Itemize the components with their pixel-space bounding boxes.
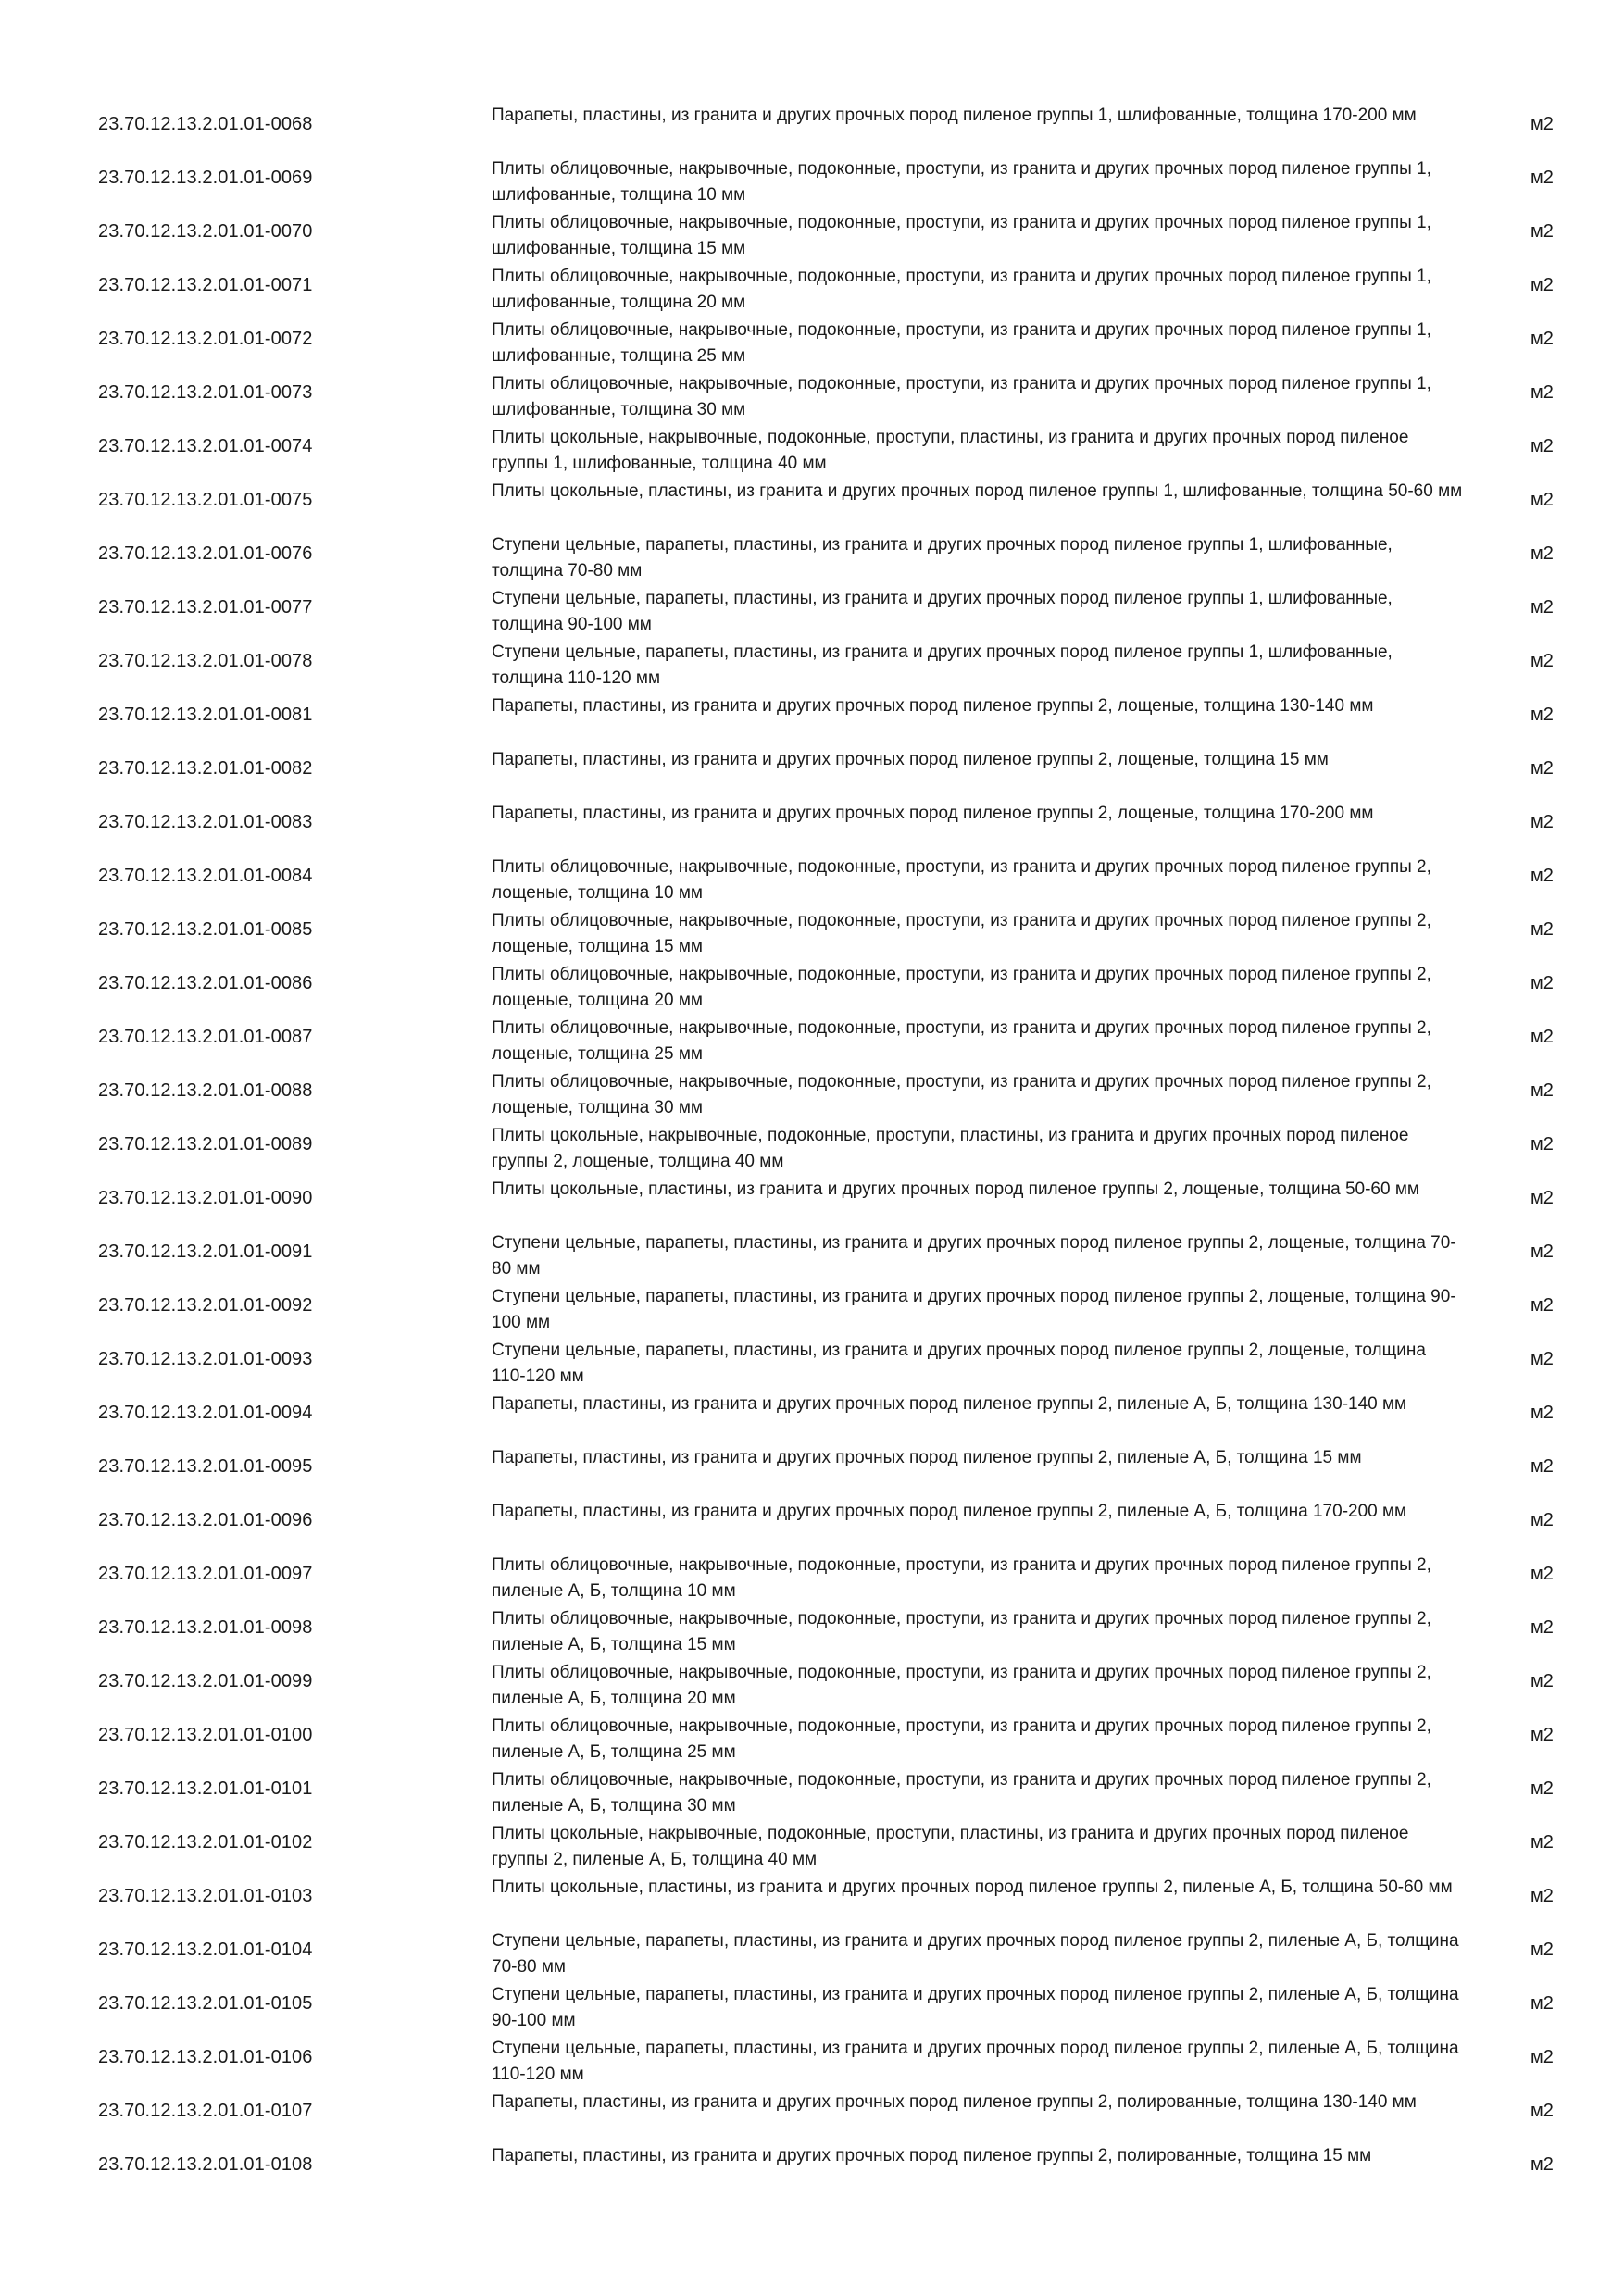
unit-of-measure: м2 (1530, 972, 1554, 993)
resource-code: 23.70.12.13.2.01.01-0070 (98, 220, 313, 242)
table-row (0, 742, 1624, 795)
unit-of-measure: м2 (1530, 650, 1554, 671)
resource-code: 23.70.12.13.2.01.01-0091 (98, 1241, 313, 1262)
unit-of-measure: м2 (1530, 1831, 1554, 1853)
resource-description: Парапеты, пластины, из гранита и других прочных пород пиленое группы 2, полированные, толщина 130-140 мм (492, 2092, 1417, 2112)
resource-code: 23.70.12.13.2.01.01-0100 (98, 1724, 313, 1745)
table-row (0, 258, 1624, 312)
resource-code: 23.70.12.13.2.01.01-0104 (98, 1939, 313, 1960)
resource-description: Ступени цельные, парапеты, пластины, из гранита и других прочных пород пиленое группы 2, пиленые А, Б, толщина 70-80 мм (492, 1931, 1459, 1977)
resource-description: Ступени цельные, парапеты, пластины, из гранита и других прочных пород пиленое группы 1, шлифованные, толщина 110-120 мм (492, 643, 1393, 688)
resource-description: Плиты облицовочные, накрывочные, подоконные, проступи, из гранита и других прочных пород пиленое группы 2, лощеные, толщина 25 мм (492, 1018, 1431, 1064)
table-row (0, 1816, 1624, 1869)
table-row (0, 1064, 1624, 1117)
table-row (0, 527, 1624, 580)
unit-of-measure: м2 (1530, 1939, 1554, 1960)
table-row (0, 849, 1624, 903)
table-row (0, 2084, 1624, 2138)
unit-of-measure: м2 (1530, 865, 1554, 886)
table-row (0, 1225, 1624, 1279)
unit-of-measure: м2 (1530, 1670, 1554, 1691)
unit-of-measure: м2 (1530, 1294, 1554, 1316)
resource-code: 23.70.12.13.2.01.01-0093 (98, 1348, 313, 1369)
resource-description: Плиты облицовочные, накрывочные, подоконные, проступи, из гранита и других прочных пород пиленое группы 2, лощеные, толщина 30 мм (492, 1072, 1431, 1117)
resource-description: Парапеты, пластины, из гранита и других прочных пород пиленое группы 2, пиленые А, Б, толщина 15 мм (492, 1448, 1362, 1467)
table-row (0, 1708, 1624, 1762)
table-row (0, 1440, 1624, 1493)
resource-code: 23.70.12.13.2.01.01-0102 (98, 1831, 313, 1853)
resource-code: 23.70.12.13.2.01.01-0086 (98, 972, 313, 993)
resource-code: 23.70.12.13.2.01.01-0077 (98, 596, 313, 618)
unit-of-measure: м2 (1530, 596, 1554, 618)
resource-code: 23.70.12.13.2.01.01-0092 (98, 1294, 313, 1316)
table-row (0, 956, 1624, 1010)
unit-of-measure: м2 (1530, 1241, 1554, 1262)
unit-of-measure: м2 (1530, 918, 1554, 940)
resource-code: 23.70.12.13.2.01.01-0097 (98, 1563, 313, 1584)
resource-description: Парапеты, пластины, из гранита и других прочных пород пиленое группы 2, лощеные, толщина 15 мм (492, 750, 1329, 769)
unit-of-measure: м2 (1530, 1402, 1554, 1423)
table-row (0, 688, 1624, 742)
table-row (0, 1601, 1624, 1654)
table-row (0, 419, 1624, 473)
table-row (0, 1171, 1624, 1225)
resource-code: 23.70.12.13.2.01.01-0101 (98, 1778, 313, 1799)
resource-description: Плиты облицовочные, накрывочные, подоконные, проступи, из гранита и других прочных пород пиленое группы 2, лощеные, толщина 10 мм (492, 857, 1431, 903)
unit-of-measure: м2 (1530, 167, 1554, 188)
unit-of-measure: м2 (1530, 1455, 1554, 1477)
unit-of-measure: м2 (1530, 1616, 1554, 1638)
resource-code: 23.70.12.13.2.01.01-0098 (98, 1616, 313, 1638)
resource-code: 23.70.12.13.2.01.01-0072 (98, 328, 313, 349)
unit-of-measure: м2 (1530, 2153, 1554, 2175)
unit-of-measure: м2 (1530, 1026, 1554, 1047)
unit-of-measure: м2 (1530, 435, 1554, 456)
resource-description: Ступени цельные, парапеты, пластины, из гранита и других прочных пород пиленое группы 1, шлифованные, толщина 70-80 мм (492, 535, 1393, 580)
resource-code: 23.70.12.13.2.01.01-0107 (98, 2100, 313, 2121)
resource-code: 23.70.12.13.2.01.01-0081 (98, 704, 313, 725)
table-row (0, 1279, 1624, 1332)
resource-description: Плиты облицовочные, накрывочные, подоконные, проступи, из гранита и других прочных пород пиленое группы 2, пиленые А, Б, толщина 10 мм (492, 1555, 1431, 1601)
table-row (0, 795, 1624, 849)
unit-of-measure: м2 (1530, 328, 1554, 349)
resource-description: Парапеты, пластины, из гранита и других прочных пород пиленое группы 2, лощеные, толщина 170-200 мм (492, 804, 1374, 823)
table-row (0, 903, 1624, 956)
resource-code: 23.70.12.13.2.01.01-0073 (98, 381, 313, 403)
resource-description: Плиты облицовочные, накрывочные, подоконные, проступи, из гранита и других прочных пород пиленое группы 1, шлифованные, толщина 20 мм (492, 267, 1431, 312)
table-row (0, 1117, 1624, 1171)
resource-code: 23.70.12.13.2.01.01-0105 (98, 1992, 313, 2014)
resource-code: 23.70.12.13.2.01.01-0075 (98, 489, 313, 510)
resource-description: Плиты облицовочные, накрывочные, подоконные, проступи, из гранита и других прочных пород пиленое группы 1, шлифованные, толщина 30 мм (492, 374, 1431, 419)
resource-code: 23.70.12.13.2.01.01-0103 (98, 1885, 313, 1906)
resource-code: 23.70.12.13.2.01.01-0094 (98, 1402, 313, 1423)
resource-description: Парапеты, пластины, из гранита и других прочных пород пиленое группы 1, шлифованные, толщина 170-200 мм (492, 106, 1417, 125)
resource-code: 23.70.12.13.2.01.01-0096 (98, 1509, 313, 1530)
table-row (0, 97, 1624, 151)
unit-of-measure: м2 (1530, 1885, 1554, 1906)
resource-description: Парапеты, пластины, из гранита и других прочных пород пиленое группы 2, пиленые А, Б, толщина 170-200 мм (492, 1502, 1407, 1521)
unit-of-measure: м2 (1530, 489, 1554, 510)
table-row (0, 634, 1624, 688)
resource-code: 23.70.12.13.2.01.01-0083 (98, 811, 313, 832)
table-row (0, 1869, 1624, 1923)
resource-code: 23.70.12.13.2.01.01-0090 (98, 1187, 313, 1208)
resource-code: 23.70.12.13.2.01.01-0082 (98, 757, 313, 779)
unit-of-measure: м2 (1530, 381, 1554, 403)
resource-description: Ступени цельные, парапеты, пластины, из гранита и других прочных пород пиленое группы 2, лощеные, толщина 70-80 мм (492, 1233, 1456, 1279)
table-row (0, 580, 1624, 634)
resource-code: 23.70.12.13.2.01.01-0078 (98, 650, 313, 671)
resource-code: 23.70.12.13.2.01.01-0076 (98, 543, 313, 564)
table-row (0, 205, 1624, 258)
resource-code: 23.70.12.13.2.01.01-0088 (98, 1079, 313, 1101)
resource-code: 23.70.12.13.2.01.01-0108 (98, 2153, 313, 2175)
unit-of-measure: м2 (1530, 2100, 1554, 2121)
unit-of-measure: м2 (1530, 113, 1554, 134)
unit-of-measure: м2 (1530, 704, 1554, 725)
resource-code: 23.70.12.13.2.01.01-0095 (98, 1455, 313, 1477)
resource-description: Плиты цокольные, накрывочные, подоконные, проступи, пластины, из гранита и других прочных пород пиленое группы 2, лощеные, толщина 40 мм (492, 1126, 1409, 1171)
table-row (0, 473, 1624, 527)
unit-of-measure: м2 (1530, 1348, 1554, 1369)
resource-code: 23.70.12.13.2.01.01-0068 (98, 113, 313, 134)
resource-description: Плиты облицовочные, накрывочные, подоконные, проступи, из гранита и других прочных пород пиленое группы 2, пиленые А, Б, толщина 30 мм (492, 1770, 1431, 1816)
unit-of-measure: м2 (1530, 274, 1554, 295)
unit-of-measure: м2 (1530, 811, 1554, 832)
resource-description: Парапеты, пластины, из гранита и других прочных пород пиленое группы 2, лощеные, толщина 130-140 мм (492, 696, 1374, 716)
resource-description: Ступени цельные, парапеты, пластины, из гранита и других прочных пород пиленое группы 1, шлифованные, толщина 90-100 мм (492, 589, 1393, 634)
unit-of-measure: м2 (1530, 2046, 1554, 2067)
table-row (0, 1547, 1624, 1601)
resource-description: Ступени цельные, парапеты, пластины, из гранита и других прочных пород пиленое группы 2, лощеные, толщина 110-120 мм (492, 1341, 1426, 1386)
resource-description: Плиты цокольные, пластины, из гранита и других прочных пород пиленое группы 1, шлифованные, толщина 50-60 мм (492, 481, 1463, 501)
resource-description: Ступени цельные, парапеты, пластины, из гранита и других прочных пород пиленое группы 2, пиленые А, Б, толщина 90-100 мм (492, 1985, 1459, 2030)
unit-of-measure: м2 (1530, 543, 1554, 564)
resource-description: Парапеты, пластины, из гранита и других прочных пород пиленое группы 2, пиленые А, Б, толщина 130-140 мм (492, 1394, 1407, 1414)
unit-of-measure: м2 (1530, 1133, 1554, 1154)
resource-code: 23.70.12.13.2.01.01-0087 (98, 1026, 313, 1047)
resource-description: Плиты цокольные, накрывочные, подоконные, проступи, пластины, из гранита и других прочных пород пиленое группы 1, шлифованные, толщина 40 мм (492, 428, 1409, 473)
table-row (0, 1923, 1624, 1977)
unit-of-measure: м2 (1530, 1992, 1554, 2014)
resource-description: Плиты цокольные, пластины, из гранита и других прочных пород пиленое группы 2, пиленые А, Б, толщина 50-60 мм (492, 1878, 1453, 1897)
table-row (0, 1654, 1624, 1708)
table-row (0, 312, 1624, 366)
table-row (0, 2138, 1624, 2191)
resource-description: Плиты цокольные, пластины, из гранита и других прочных пород пиленое группы 2, лощеные, толщина 50-60 мм (492, 1179, 1419, 1199)
resource-description: Плиты цокольные, накрывочные, подоконные, проступи, пластины, из гранита и других прочных пород пиленое группы 2, пиленые А, Б, толщина 40 мм (492, 1824, 1409, 1869)
unit-of-measure: м2 (1530, 1778, 1554, 1799)
table-row (0, 1493, 1624, 1547)
unit-of-measure: м2 (1530, 220, 1554, 242)
unit-of-measure: м2 (1530, 1187, 1554, 1208)
unit-of-measure: м2 (1530, 1079, 1554, 1101)
resource-description: Плиты облицовочные, накрывочные, подоконные, проступи, из гранита и других прочных пород пиленое группы 2, пиленые А, Б, толщина 25 мм (492, 1716, 1431, 1762)
table-row (0, 1762, 1624, 1816)
table-row (0, 2030, 1624, 2084)
resource-code: 23.70.12.13.2.01.01-0106 (98, 2046, 313, 2067)
resource-description: Парапеты, пластины, из гранита и других прочных пород пиленое группы 2, полированные, толщина 15 мм (492, 2146, 1372, 2165)
resource-code: 23.70.12.13.2.01.01-0069 (98, 167, 313, 188)
price-table (0, 97, 1624, 2191)
table-row (0, 1977, 1624, 2030)
unit-of-measure: м2 (1530, 1509, 1554, 1530)
resource-code: 23.70.12.13.2.01.01-0099 (98, 1670, 313, 1691)
resource-description: Ступени цельные, парапеты, пластины, из гранита и других прочных пород пиленое группы 2, пиленые А, Б, толщина 110-120 мм (492, 2039, 1459, 2084)
resource-description: Плиты облицовочные, накрывочные, подоконные, проступи, из гранита и других прочных пород пиленое группы 2, пиленые А, Б, толщина 15 мм (492, 1609, 1431, 1654)
unit-of-measure: м2 (1530, 1563, 1554, 1584)
table-row (0, 366, 1624, 419)
table-row (0, 151, 1624, 205)
unit-of-measure: м2 (1530, 757, 1554, 779)
resource-code: 23.70.12.13.2.01.01-0074 (98, 435, 313, 456)
resource-description: Плиты облицовочные, накрывочные, подоконные, проступи, из гранита и других прочных пород пиленое группы 1, шлифованные, толщина 10 мм (492, 159, 1431, 205)
resource-code: 23.70.12.13.2.01.01-0071 (98, 274, 313, 295)
resource-description: Ступени цельные, парапеты, пластины, из гранита и других прочных пород пиленое группы 2, лощеные, толщина 90-100 мм (492, 1287, 1456, 1332)
resource-code: 23.70.12.13.2.01.01-0089 (98, 1133, 313, 1154)
table-row (0, 1332, 1624, 1386)
resource-description: Плиты облицовочные, накрывочные, подоконные, проступи, из гранита и других прочных пород пиленое группы 2, лощеные, толщина 15 мм (492, 911, 1431, 956)
resource-description: Плиты облицовочные, накрывочные, подоконные, проступи, из гранита и других прочных пород пиленое группы 2, лощеные, толщина 20 мм (492, 965, 1431, 1010)
resource-description: Плиты облицовочные, накрывочные, подоконные, проступи, из гранита и других прочных пород пиленое группы 2, пиленые А, Б, толщина 20 мм (492, 1663, 1431, 1708)
table-row (0, 1386, 1624, 1440)
resource-description: Плиты облицовочные, накрывочные, подоконные, проступи, из гранита и других прочных пород пиленое группы 1, шлифованные, толщина 15 мм (492, 213, 1431, 258)
table-row (0, 1010, 1624, 1064)
resource-code: 23.70.12.13.2.01.01-0084 (98, 865, 313, 886)
resource-code: 23.70.12.13.2.01.01-0085 (98, 918, 313, 940)
unit-of-measure: м2 (1530, 1724, 1554, 1745)
resource-description: Плиты облицовочные, накрывочные, подоконные, проступи, из гранита и других прочных пород пиленое группы 1, шлифованные, толщина 25 мм (492, 320, 1431, 366)
